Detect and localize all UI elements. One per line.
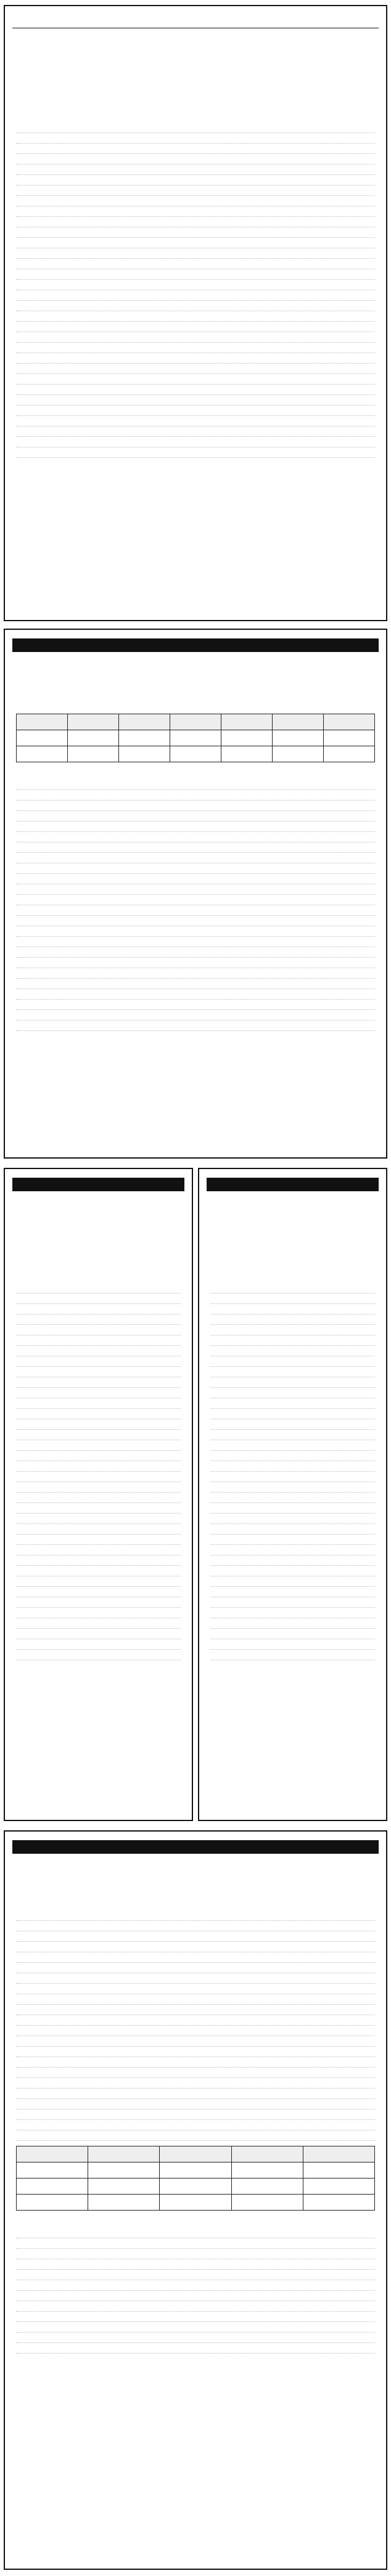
notice-2-heading bbox=[16, 658, 375, 670]
table-row bbox=[17, 730, 375, 746]
notice-3 bbox=[198, 1168, 387, 1821]
table-header-cell bbox=[273, 714, 324, 730]
notice-3-line bbox=[210, 1262, 375, 1271]
notice-1-heading bbox=[16, 35, 375, 47]
table-cell bbox=[303, 2162, 374, 2179]
notice-2-line bbox=[16, 687, 375, 697]
notice-2-line bbox=[16, 699, 375, 709]
table-cell bbox=[17, 2195, 88, 2211]
two-column-notices bbox=[4, 1168, 387, 1821]
notice-2 bbox=[4, 629, 387, 1159]
notice-5-table bbox=[16, 2146, 375, 2211]
table-header-cell bbox=[119, 714, 170, 730]
notice-4-line bbox=[16, 1262, 181, 1271]
notice-2-table bbox=[16, 714, 375, 762]
table-row bbox=[17, 2162, 375, 2179]
notice-3-line bbox=[210, 1250, 375, 1260]
notice-5-text-area-top bbox=[16, 1915, 375, 2141]
table-cell bbox=[17, 730, 68, 746]
notice-5-body bbox=[16, 2215, 375, 2228]
notice-2-body bbox=[16, 767, 375, 780]
notice-4-line bbox=[16, 1250, 181, 1260]
notice-1-text-area bbox=[16, 127, 375, 458]
table-header-cell bbox=[221, 714, 273, 730]
notice-4-footer bbox=[16, 1665, 181, 1676]
notice-3-line bbox=[210, 1273, 375, 1283]
table-cell bbox=[303, 2195, 374, 2211]
table-cell bbox=[88, 2162, 160, 2179]
table-header-cell bbox=[324, 714, 375, 730]
table-cell bbox=[170, 746, 221, 762]
table-cell bbox=[324, 730, 375, 746]
notice-2-line bbox=[16, 675, 375, 685]
table-header-cell bbox=[170, 714, 221, 730]
table-cell bbox=[17, 2179, 88, 2195]
notice-1-footer bbox=[16, 463, 375, 474]
notice-1-line bbox=[16, 87, 375, 97]
notice-4-heading bbox=[16, 1197, 181, 1210]
table-header-cell bbox=[17, 2146, 88, 2162]
table-cell bbox=[231, 2162, 303, 2179]
table-cell bbox=[231, 2179, 303, 2195]
table-cell bbox=[17, 2162, 88, 2179]
notice-4 bbox=[4, 1168, 193, 1821]
notice-2-footer bbox=[16, 1036, 375, 1047]
table-header-cell bbox=[231, 2146, 303, 2162]
table-cell bbox=[88, 2179, 160, 2195]
notice-3-line bbox=[210, 1215, 375, 1225]
notice-1-line bbox=[16, 99, 375, 108]
notice-1-body bbox=[16, 110, 375, 123]
notice-3-line bbox=[210, 1226, 375, 1236]
notice-5-line bbox=[16, 1901, 375, 1910]
notice-5-footer bbox=[16, 2358, 375, 2370]
notice-5-banner bbox=[12, 1840, 379, 1854]
table-header-cell bbox=[160, 2146, 231, 2162]
notice-4-line bbox=[16, 1273, 181, 1283]
table-cell bbox=[88, 2195, 160, 2211]
table-row bbox=[17, 2179, 375, 2195]
notice-5-line bbox=[16, 1889, 375, 1899]
table-cell bbox=[221, 730, 273, 746]
notice-1-banner bbox=[12, 15, 379, 28]
notice-3-footer bbox=[210, 1665, 375, 1676]
notice-5-heading bbox=[16, 1860, 375, 1872]
table-header-row bbox=[17, 714, 375, 730]
table-header-cell bbox=[68, 714, 119, 730]
notice-4-text-area bbox=[16, 1287, 181, 1660]
table-cell bbox=[160, 2195, 231, 2211]
notice-1 bbox=[4, 5, 387, 621]
notice-5 bbox=[4, 1830, 387, 2570]
notice-3-heading bbox=[210, 1197, 375, 1210]
notice-5-line bbox=[16, 1877, 375, 1887]
table-header-row bbox=[17, 2146, 375, 2162]
table-cell bbox=[68, 746, 119, 762]
notice-4-line bbox=[16, 1215, 181, 1225]
table-cell bbox=[160, 2162, 231, 2179]
table-cell bbox=[231, 2195, 303, 2211]
table-cell bbox=[119, 746, 170, 762]
notice-5-text-area-bottom bbox=[16, 2232, 375, 2354]
notice-4-line bbox=[16, 1226, 181, 1236]
table-cell bbox=[170, 730, 221, 746]
notice-3-text-area bbox=[210, 1287, 375, 1660]
notice-1-line bbox=[16, 75, 375, 85]
notice-4-banner bbox=[12, 1178, 184, 1191]
notice-3-line bbox=[210, 1238, 375, 1248]
notice-3-banner bbox=[207, 1178, 379, 1191]
table-row bbox=[17, 746, 375, 762]
table-cell bbox=[303, 2179, 374, 2195]
table-cell bbox=[68, 730, 119, 746]
table-cell bbox=[160, 2179, 231, 2195]
table-cell bbox=[324, 746, 375, 762]
table-row bbox=[17, 2195, 375, 2211]
notice-4-line bbox=[16, 1238, 181, 1248]
table-header-cell bbox=[303, 2146, 374, 2162]
notice-1-line bbox=[16, 52, 375, 62]
table-header-cell bbox=[88, 2146, 160, 2162]
table-header-cell bbox=[17, 714, 68, 730]
table-cell bbox=[17, 746, 68, 762]
table-cell bbox=[273, 730, 324, 746]
table-cell bbox=[273, 746, 324, 762]
notice-2-banner bbox=[12, 638, 379, 652]
notice-2-text-area bbox=[16, 784, 375, 1031]
notice-1-line bbox=[16, 63, 375, 73]
table-cell bbox=[221, 746, 273, 762]
table-cell bbox=[119, 730, 170, 746]
